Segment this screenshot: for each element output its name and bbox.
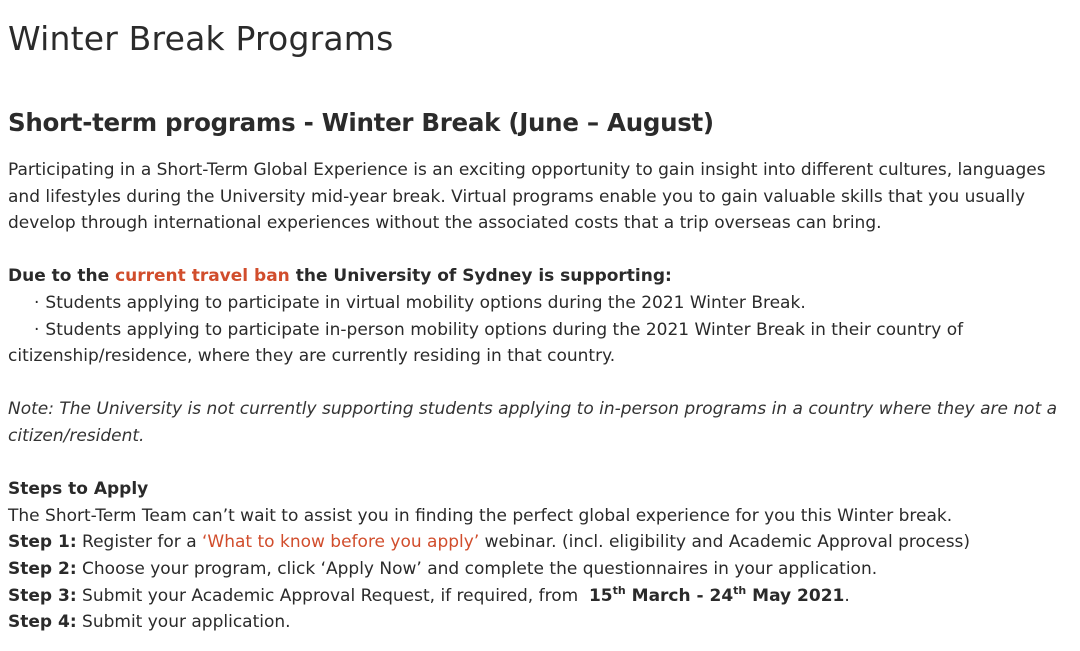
step-4: Step 4: Submit your application. [8, 612, 291, 633]
bullet-icon: · [34, 319, 40, 340]
intro-paragraph: Participating in a Short-Term Global Experience is an exciting opportunity to gain insight into different cultures, languages and lifestyles during the University mid-year break. Virtual programs enable you to gain valuable skills that you usually develop through international experiences without the associated costs that a trip overseas can bring. [8, 160, 1046, 234]
section-title: Short-term programs - Winter Break (June – August) [8, 108, 714, 137]
note-paragraph: Note: The University is not currently supporting students applying to in-person programs in a country where they are not a citizen/resident. [8, 399, 1058, 446]
bullet-text: Students applying to participate in-person mobility options during the 2021 Winter Break in their country of citizenship/residence, where they are currently residing in that country. [8, 319, 964, 367]
approval-date-range: 15th March - 24th May 2021 [588, 583, 845, 606]
step-3-label: Step 3: [8, 585, 77, 606]
step-2: Step 2: Choose your program, click ‘Apply Now’ and complete the questionnaires in your application. [8, 558, 878, 579]
support-lead-prefix: Due to the [8, 266, 116, 287]
article-body [8, 157, 1072, 636]
current-travel-ban-link[interactable]: current travel ban [115, 266, 290, 287]
list-item [8, 290, 1072, 317]
step-2-label: Step 2: [8, 558, 77, 579]
support-lead [8, 263, 1072, 290]
page-title: Winter Break Programs [8, 19, 394, 58]
step-3: Step 3: Submit your Academic Approval Request, if required, from 15th March - 24th May 2021. [8, 583, 850, 606]
webinar-link[interactable]: ‘What to know before you apply’ [202, 532, 480, 553]
step-1-label: Step 1: [8, 532, 77, 553]
bullet-icon: · [34, 292, 40, 313]
step-4-label: Step 4: [8, 612, 77, 633]
list-item [8, 317, 1072, 370]
steps-heading: Steps to Apply [8, 479, 149, 500]
support-lead-suffix: the University of Sydney is supporting: [289, 266, 672, 287]
bullet-text: Students applying to participate in virtual mobility options during the 2021 Winter Break. [45, 292, 806, 313]
steps-intro: The Short-Term Team can’t wait to assist you in finding the perfect global experience for you this Winter break. [8, 505, 953, 526]
step-1: Step 1: Register for a ‘What to know before you apply’ webinar. (incl. eligibility and Academic Approval process) [8, 532, 971, 553]
